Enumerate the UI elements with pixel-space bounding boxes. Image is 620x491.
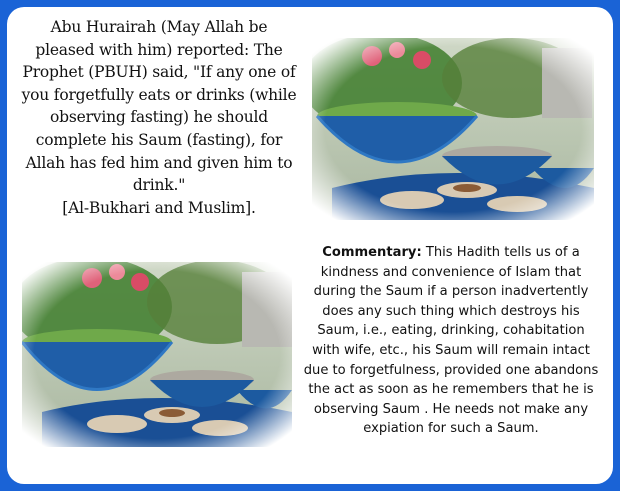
commentary-label: Commentary: xyxy=(322,245,422,260)
hadith-text-block xyxy=(14,16,304,219)
food-photo-bottom xyxy=(22,262,292,447)
food-photo-bottom-illustration xyxy=(22,262,292,447)
hadith-line: observing fasting) he should xyxy=(50,108,268,127)
hadith-line: Abu Hurairah (May Allah be xyxy=(50,18,268,36)
food-photo-top xyxy=(312,38,594,220)
hadith-line: Allah has fed him and given him to xyxy=(25,153,293,172)
hadith-line: you forgetfully eats or drinks (while xyxy=(21,85,297,104)
hadith-line: Prophet (PBUH) said, "If any one of xyxy=(22,63,296,82)
hadith-source: [Al-Bukhari and Muslim]. xyxy=(62,198,256,217)
hadith-line: complete his Saum (fasting), for xyxy=(35,130,283,149)
hadith-line: pleased with him) reported: The xyxy=(35,40,283,59)
commentary-text: This Hadith tells us of a kindness and convenience of Islam that during the Saum if a person inadvertently does any such thing which destroys his Saum, i.e., eating, drinking, cohabitation with wife, etc., his Saum will remain intact due to forgetfulness, provided one abandons the act as soon as he remembers that he is observing Saum . He needs not make any expiation for such a Saum. xyxy=(303,245,599,437)
hadith-line: drink." xyxy=(132,176,186,195)
food-photo-top-illustration xyxy=(312,38,594,220)
commentary-block xyxy=(302,243,600,439)
